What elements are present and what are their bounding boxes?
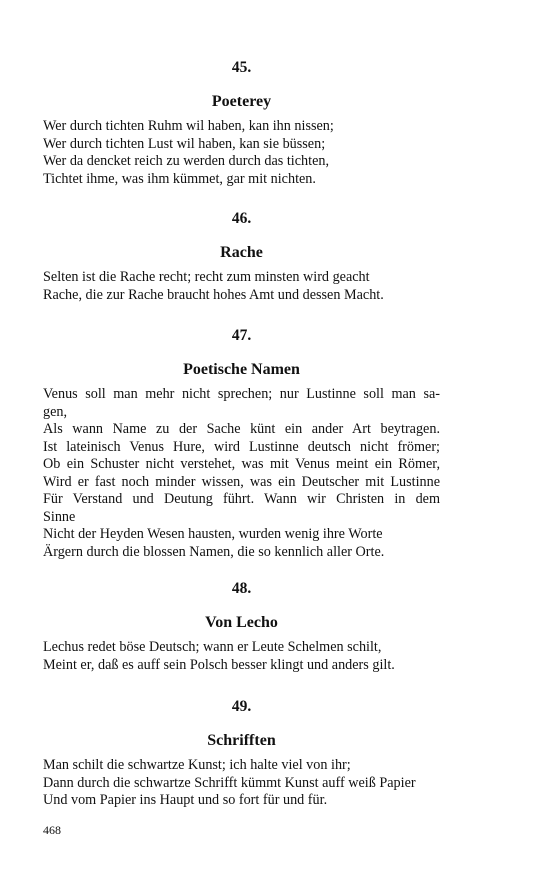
book-page (43, 0, 440, 880)
poem-line: Nicht der Heyden Wesen hausten, wurden wenig ihre Worte (43, 526, 383, 542)
poem-48 (43, 580, 440, 674)
poem-line: Selten ist die Rache recht; recht zum minsten wird geacht (43, 269, 370, 285)
poem-number: 45. (231, 59, 252, 76)
poem-title: Rache (220, 244, 263, 261)
poem-body (43, 386, 440, 561)
poem-number: 46. (231, 210, 252, 227)
poem-line: Rache, die zur Rache braucht hohes Amt und dessen Macht. (43, 286, 384, 303)
poem-body (43, 757, 440, 810)
poem-line: Meint er, daß es auff sein Polsch besser klingt und anders gilt. (43, 656, 395, 673)
poem-body (43, 639, 440, 674)
poem-title: Poeterey (211, 93, 272, 110)
poem-title: Poetische Namen (183, 361, 300, 378)
poem-line: Lechus redet böse Deutsch; wann er Leute Schelmen schilt, (43, 639, 382, 655)
poem-line: Wer da dencket reich zu werden durch das tichten, (43, 153, 330, 169)
poem-line: Und vom Papier ins Haupt und so fort für und für. (43, 792, 328, 808)
page-number: 468 (43, 823, 61, 837)
poem-49 (43, 698, 440, 810)
poem-line: Ist lateinisch Venus Hure, wird Lustinne deutsch nicht frömer; (43, 438, 440, 455)
poem-number: 47. (231, 327, 252, 344)
poem-line: Als wann Name zu der Sache künt ein ander Art beytragen. (43, 421, 440, 437)
poem-line: Wird er fast noch minder wissen, was ein Deutscher mit Lustinne (43, 473, 440, 490)
poem-line: Dann durch die schwartze Schrifft kümmt Kunst auff weiß Papier (43, 774, 416, 791)
poem-line: Ärgern durch die blossen Namen, die so kennlich aller Orte. (43, 543, 385, 560)
poem-46 (43, 210, 440, 304)
poem-title: Schrifften (207, 732, 276, 749)
poem-line: Für Verstand und Deutung führt. Wann wir Christen in dem (43, 491, 440, 507)
poem-body (43, 118, 440, 188)
poem-47 (43, 327, 440, 561)
poem-number: 49. (231, 698, 252, 715)
poem-45 (43, 59, 440, 188)
poem-line: Man schilt die schwartze Kunst; ich halte viel von ihr; (43, 757, 351, 773)
poem-line: Tichtet ihme, was ihm kümmet, gar mit nichten. (43, 170, 316, 187)
poem-title: Von Lecho (205, 614, 278, 631)
poem-number: 48. (231, 580, 252, 597)
poem-line: Ob ein Schuster nicht verstehet, was mit Venus meint ein Römer, (43, 456, 440, 472)
poem-line: Sinne (43, 508, 76, 525)
poem-line: gen, (43, 403, 68, 420)
poem-line: Venus soll man mehr nicht sprechen; nur Lustinne soll man sa- (43, 386, 440, 402)
poem-line: Wer durch tichten Ruhm wil haben, kan ihn nissen; (43, 118, 334, 134)
poem-line: Wer durch tichten Lust wil haben, kan sie büssen; (43, 135, 326, 152)
poem-body (43, 269, 440, 304)
